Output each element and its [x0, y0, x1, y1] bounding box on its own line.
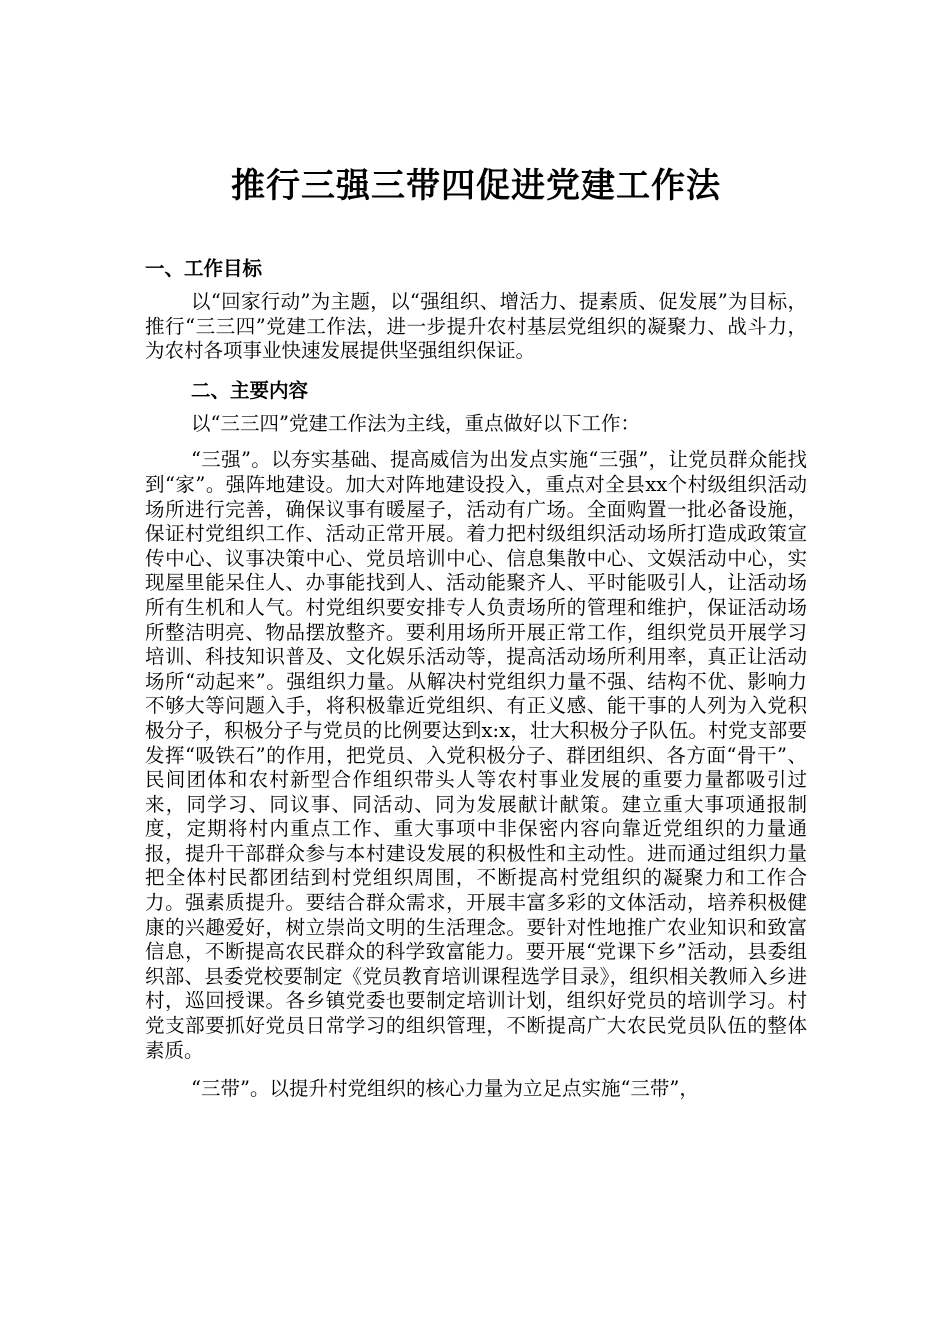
paragraph-san-qiang: “三强”。以夯实基础、提高威信为出发点实施“三强”，让党员群众能找到“家”。强阵地建设。加大对阵地建设投入，重点对全县xx个村级组织活动场所进行完善，确保议事有暖屋子，活动有广场。全面购置一批必备设施，保证村党组织工作、活动正常开展。着力把村级组织活动场所打造成政策宣传中心、议事决策中心、党员培训中心、信息集散中心、文娱活动中心，实现屋里能呆住人、办事能找到人、活动能聚齐人、平时能吸引人，让活动场所有生机和人气。村党组织要安排专人负责场所的管理和维护，保证活动场所整洁明亮、物品摆放整齐。要利用场所开展正常工作，组织党员开展学习培训、科技知识普及、文化娱乐活动等，提高活动场所利用率，真正让活动场所“动起来”。强组织力量。从解决村党组织力量不强、结构不优、影响力不够大等问题入手，将积极靠近党组织、有正义感、能干事的人列为入党积极分子，积极分子与党员的比例要达到x:x，壮大积极分子队伍。村党支部要发挥“吸铁石”的作用，把党员、入党积极分子、群团组织、各方面“骨干”、民间团体和农村新型合作组织带头人等农村事业发展的重要力量都吸引过来，同学习、同议事、同活动、同为发展献计献策。建立重大事项通报制度，定期将村内重点工作、重大事项中非保密内容向靠近党组织的力量通报，提升干部群众参与本村建设发展的积极性和主动性。进而通过组织力量把全体村民都团结到村党组织周围，不断提高村党组织的凝聚力和工作合力。强素质提升。要结合群众需求，开展丰富多彩的文体活动，培养积极健康的兴趣爱好，树立崇尚文明的生活理念。要针对性地推广农业知识和致富信息，不断提高农民群众的科学致富能力。要开展“党课下乡”活动，县委组织部、县委党校要制定《党员教育培训课程选学目录》，组织相关教师入乡进村，巡回授课。各乡镇党委也要制定培训计划，组织好党员的培训学习。村党支部要抓好党员日常学习的组织管理，不断提高广大农民党员队伍的整体素质。 — [145, 448, 807, 1062]
section-heading-content: 二、主要内容 — [191, 378, 309, 402]
paragraph-san-dai: “三带”。以提升村党组织的核心力量为立足点实施“三带”， — [191, 1077, 699, 1101]
paragraph-intro: 以“三三四”党建工作法为主线，重点做好以下工作： — [191, 411, 640, 435]
section-heading-goals: 一、工作目标 — [145, 257, 263, 280]
document-body — [145, 254, 807, 1116]
document-title: 推行三强三带四促进党建工作法 — [231, 166, 721, 206]
paragraph-goals: 以“回家行动”为主题，以“强组织、增活力、提素质、促发展”为目标，推行“三三四”党建工作法，进一步提升农村基层党组织的凝聚力、战斗力，为农村各项事业快速发展提供坚强组织保证。 — [145, 290, 807, 363]
